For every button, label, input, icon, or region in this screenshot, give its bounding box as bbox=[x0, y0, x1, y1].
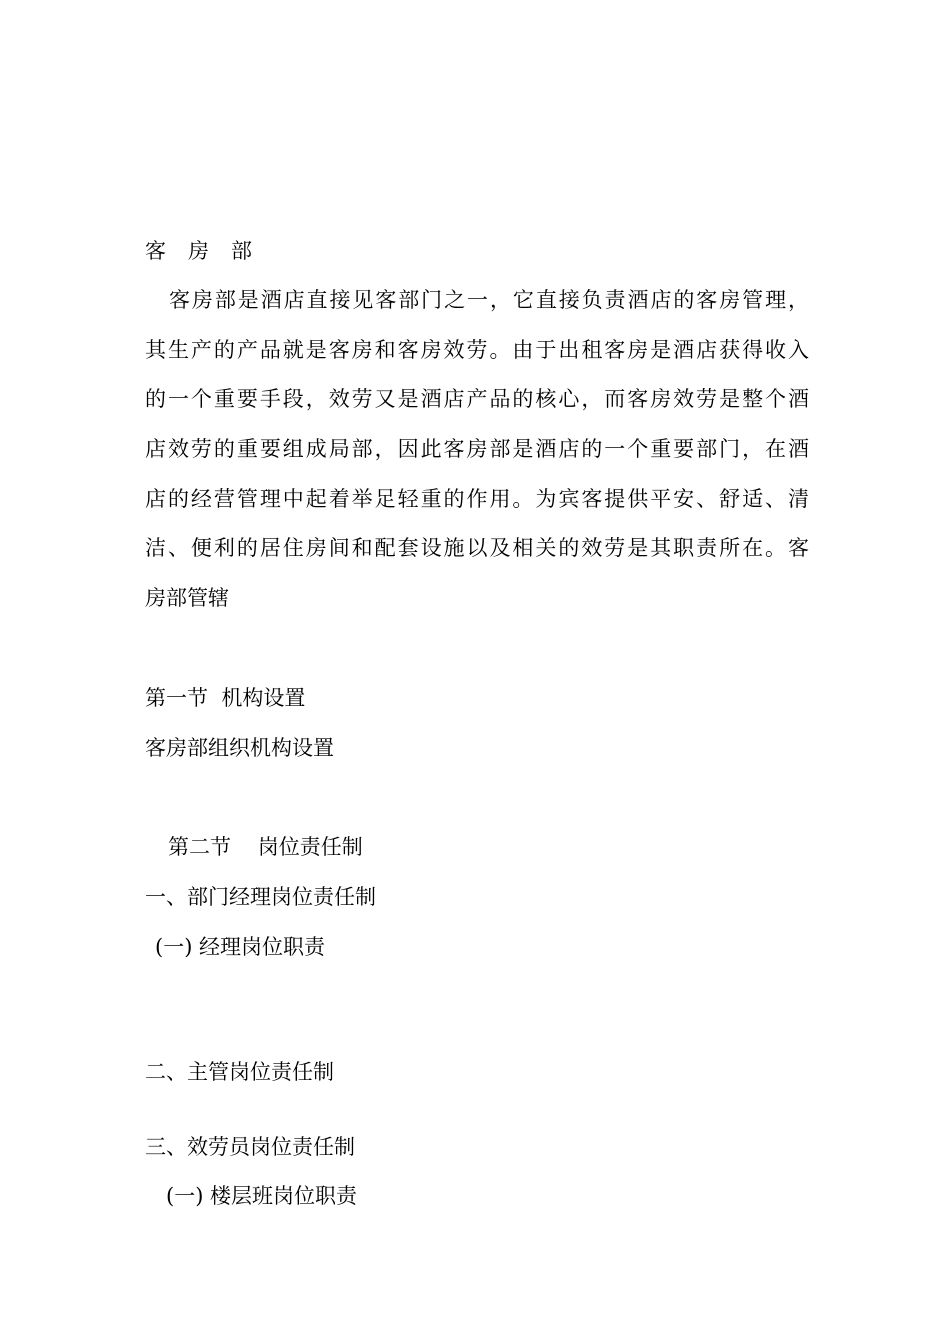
paragraph-line: 的一个重要手段，效劳又是酒店产品的核心，而客房效劳是整个酒 bbox=[145, 387, 809, 412]
list-item: 一、部门经理岗位责任制 bbox=[145, 885, 376, 909]
list-item: 三、效劳员岗位责任制 bbox=[145, 1135, 355, 1159]
paragraph-line: 洁、便利的居住房间和配套设施以及相关的效劳是其职责所在。客 bbox=[145, 536, 809, 561]
section-subheading: 客房部组织机构设置 bbox=[145, 736, 334, 760]
title-char: 房 bbox=[188, 239, 209, 263]
list-subitem: (一) 楼层班岗位职责 bbox=[166, 1184, 358, 1208]
paragraph-line: 房部管辖 bbox=[145, 586, 229, 611]
section-heading: 第二节 岗位责任制 bbox=[168, 835, 363, 859]
document-title bbox=[145, 237, 274, 265]
paragraph-line: 店的经营管理中起着举足轻重的作用。为宾客提供平安、舒适、清 bbox=[145, 486, 809, 511]
paragraph-line: 店效劳的重要组成局部，因此客房部是酒店的一个重要部门，在酒 bbox=[145, 437, 809, 462]
intro-paragraph bbox=[145, 286, 809, 634]
list-item: 二、主管岗位责任制 bbox=[145, 1060, 334, 1084]
list-subitem: (一) 经理岗位职责 bbox=[155, 935, 326, 959]
title-char: 部 bbox=[231, 239, 252, 263]
paragraph-line: 客房部是酒店直接见客部门之一，它直接负责酒店的客房管理， bbox=[169, 288, 809, 312]
section-heading: 第一节 机构设置 bbox=[145, 686, 306, 710]
paragraph-line: 其生产的产品就是客房和客房效劳。由于出租客房是酒店获得收入 bbox=[145, 337, 809, 362]
title-char: 客 bbox=[145, 239, 166, 263]
